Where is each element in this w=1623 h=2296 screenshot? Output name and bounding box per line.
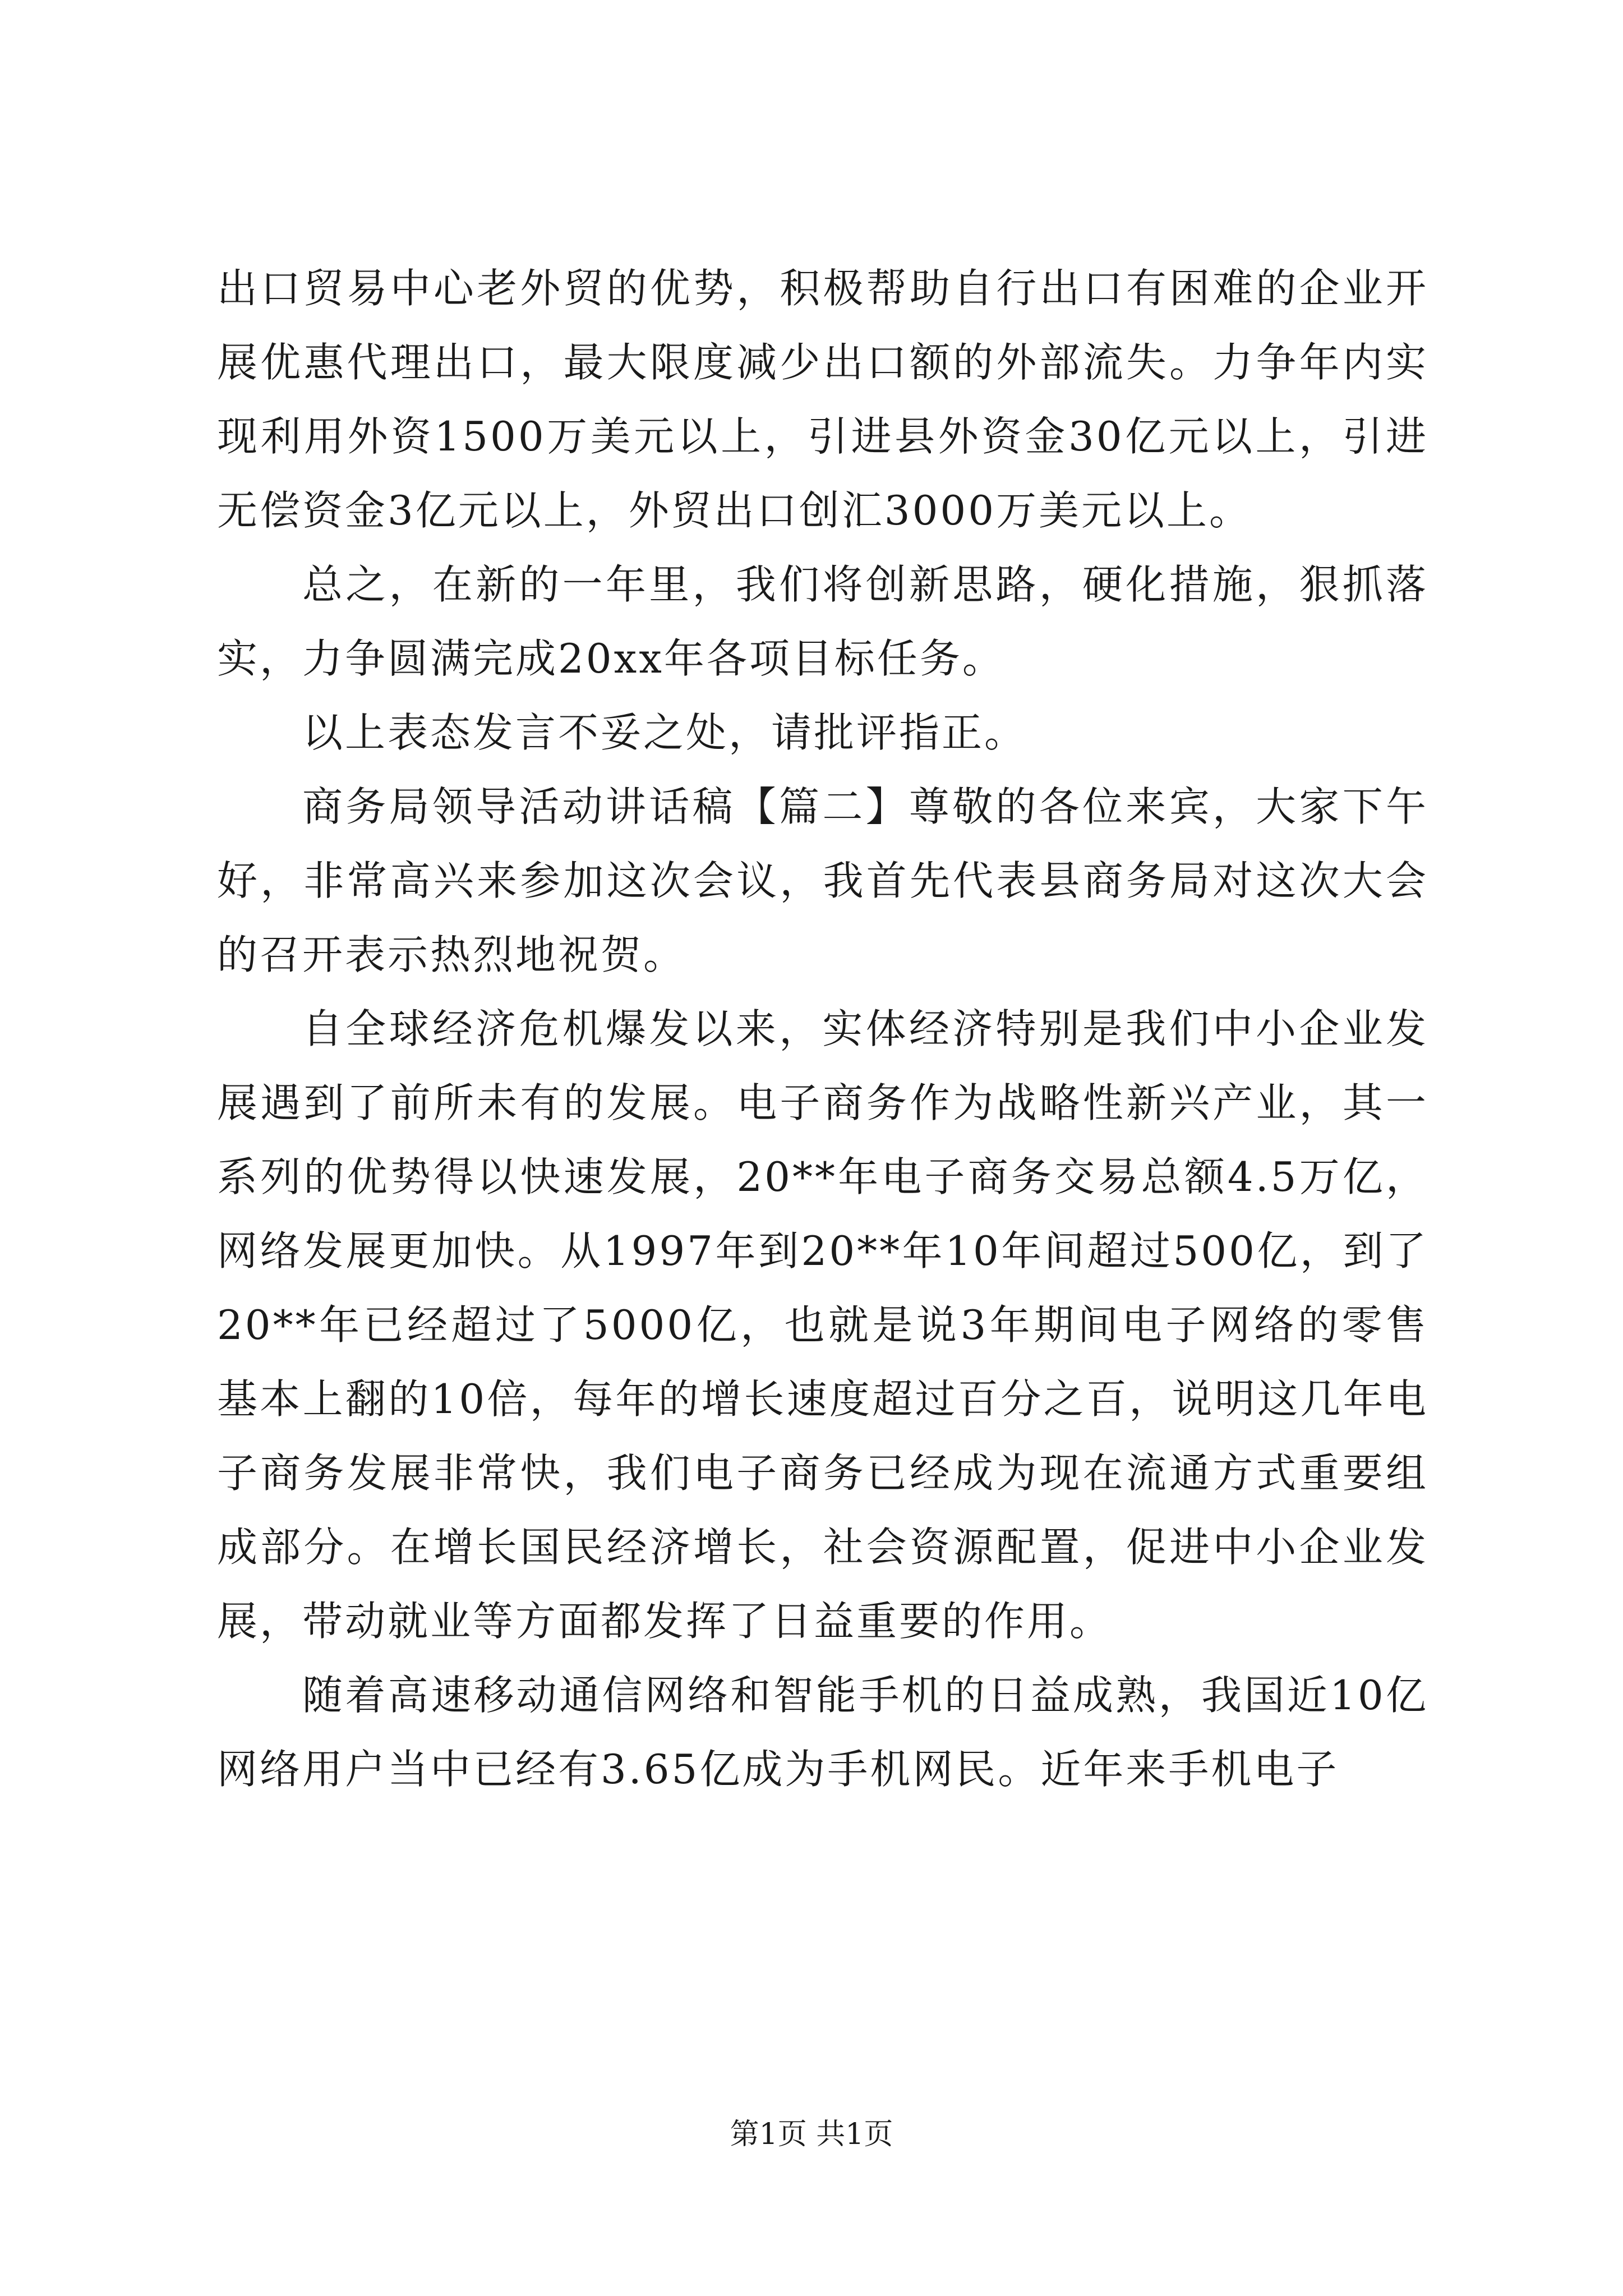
paragraph-2: 总之，在新的一年里，我们将创新思路，硬化措施，狠抓落实，力争圆满完成20xx年各项目标任务。 xyxy=(217,561,1428,682)
document-body xyxy=(217,251,1428,1806)
paragraph-5: 自全球经济危机爆发以来，实体经济特别是我们中小企业发展遇到了前所未有的发展。电子商务作为战略性新兴产业，其一系列的优势得以快速发展，20**年电子商务交易总额4.5万亿，网络发展更加快。从1997年到20**年10年间超过500亿，到了20**年已经超过了5000亿，也就是说3年期间电子网络的零售基本上翻的10倍，每年的增长速度超过百分之百，说明这几年电子商务发展非常快，我们电子商务已经成为现在流通方式重要组成部分。在增长国民经济增长，社会资源配置，促进中小企业发展，带动就业等方面都发挥了日益重要的作用。 xyxy=(217,1005,1428,1645)
page-footer xyxy=(0,2116,1623,2152)
page-number-label: 第1页 共1页 xyxy=(730,2118,893,2151)
paragraph-6: 随着高速移动通信网络和智能手机的日益成熟，我国近10亿网络用户当中已经有3.65亿成为手机网民。近年来手机电子 xyxy=(217,1672,1428,1793)
paragraph-4: 商务局领导活动讲话稿【篇二】尊敬的各位来宾，大家下午好，非常高兴来参加这次会议，我首先代表县商务局对这次大会的召开表示热烈地祝贺。 xyxy=(217,783,1428,978)
paragraph-3: 以上表态发言不妥之处，请批评指正。 xyxy=(302,709,1027,756)
paragraph-1: 出口贸易中心老外贸的优势，积极帮助自行出口有困难的企业开展优惠代理出口，最大限度减少出口额的外部流失。力争年内实现利用外资1500万美元以上，引进县外资金30亿元以上，引进无偿资金3亿元以上，外贸出口创汇3000万美元以上。 xyxy=(217,265,1428,534)
